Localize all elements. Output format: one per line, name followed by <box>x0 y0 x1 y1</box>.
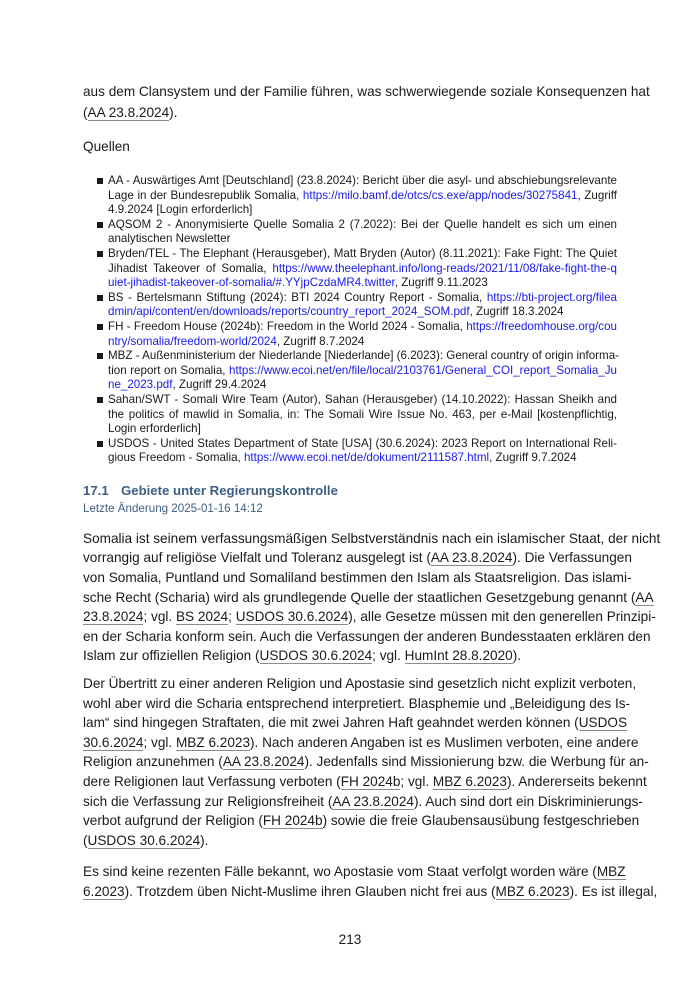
text-line <box>83 529 661 549</box>
text-line <box>83 548 632 568</box>
citation-link[interactable]: MBZ 6.2023 <box>495 883 570 899</box>
text: ( <box>83 105 88 120</box>
bullet-icon <box>97 251 103 257</box>
text: ) sowie die freie Glaubensausübung festgeschrieben <box>322 813 640 829</box>
text: ; vgl. <box>143 734 176 750</box>
bullet-icon <box>97 441 103 447</box>
text: verbot aufgrund der Religion ( <box>83 813 263 829</box>
text-line <box>83 694 631 714</box>
text-line <box>83 792 643 812</box>
bullet-icon <box>97 324 103 330</box>
text: ; vgl. <box>143 609 176 625</box>
text: ; vgl. <box>400 774 433 789</box>
text-line <box>108 349 620 364</box>
text-line <box>108 335 617 350</box>
text: the politics of mawlid in Somalia, in: The Somali Wire Issue No. 463, per e-Mail [kostenpflichtig, <box>108 407 617 421</box>
source-item <box>108 174 617 218</box>
text: sche Recht (Scharia) wird als grundlegende Quelle der staatlichen Gesetzgebung genannt ( <box>83 589 636 605</box>
text-line <box>108 232 617 247</box>
intro-paragraph <box>83 81 650 123</box>
text: ). Nach anderen Angaben ist es Muslimen verboten, eine andere <box>250 734 639 750</box>
text: gious Freedom - Somalia, <box>108 451 244 465</box>
source-item <box>108 291 617 320</box>
citation-link[interactable]: USDOS 30.6.2024 <box>259 648 373 664</box>
source-item <box>108 349 620 393</box>
text-line <box>108 451 617 466</box>
citation-link[interactable]: AA 23.8.2024 <box>332 793 414 809</box>
bullet-icon <box>97 353 103 359</box>
text-line <box>108 408 617 423</box>
citation-link[interactable]: 23.8.2024 <box>83 609 144 625</box>
text: , Zugriff 8.7.2024 <box>276 334 365 348</box>
text: wohl aber wird die Scharia entsprechend interpretiert. Blasphemie und „Beleidigung des Is- <box>83 695 631 711</box>
text: Der Übertritt zu einer anderen Religion und Apostasie sind gesetzlich nicht explizit verboten, <box>83 676 637 692</box>
text-line <box>108 422 617 437</box>
text-line <box>108 189 617 204</box>
text-line <box>83 713 628 733</box>
url-link[interactable]: https://bti-project.org/filea <box>486 290 617 304</box>
text-line <box>83 882 658 902</box>
text-line <box>108 262 617 277</box>
text: AQSOM 2 - Anonymisierte Quelle Somalia 2 (7.2022): Bei der Quelle handelt es sich um einen <box>108 217 617 231</box>
text-line <box>108 174 617 189</box>
text: Es sind keine rezenten Fälle bekannt, wo Apostasie vom Staat verfolgt worden wäre ( <box>83 864 597 880</box>
paragraph <box>83 862 658 901</box>
citation-link[interactable]: 30.6.2024 <box>83 734 144 750</box>
citation-link[interactable]: AA 23.8.2024 <box>430 550 513 566</box>
text: analytischen Newsletter <box>108 232 231 246</box>
text: BS - Bertelsmann Stiftung (2024): BTI 2024 Country Report - Somalia, <box>108 290 487 304</box>
text: ; <box>228 609 236 625</box>
text: , Zugriff 18.3.2024 <box>469 305 564 319</box>
source-item <box>108 393 617 437</box>
text: ). Jedenfalls sind Missionierung bzw. die Werbung für an- <box>304 754 649 770</box>
text: lam“ sind hingegen Straftaten, die mit zwei Jahren Haft geahndet werden können ( <box>83 715 579 731</box>
text-line <box>108 364 617 379</box>
paragraph <box>83 529 661 666</box>
text: sich die Verfassung zur Religionsfreiheit ( <box>83 793 333 809</box>
text: Bryden/TEL - The Elephant (Herausgeber), Matt Bryden (Autor) (8.11.2021): Fake Fight: The Quiet <box>108 246 617 260</box>
text: , Zugriff 29.4.2024 <box>172 378 267 392</box>
paragraph <box>83 674 649 850</box>
text: ). Die Verfassungen <box>512 550 632 566</box>
text-line <box>108 393 617 408</box>
bullet-icon <box>97 222 103 228</box>
text: en der Scharia konform sein. Auch die Verfassungen der anderen Bundesstaaten erklären den <box>83 628 651 644</box>
text: tion report on Somalia, <box>108 363 230 377</box>
sources-list <box>108 174 620 466</box>
text: , Zugriff 9.11.2023 <box>394 276 488 290</box>
url-link[interactable]: https://www.theelephant.info/long-reads/2021/11/08/fake-fight-the-q <box>272 261 617 275</box>
text: AA - Auswärtiges Amt [Deutschland] (23.8.2024): Bericht über die asyl- und abschiebungsrelevante <box>108 174 617 187</box>
text-line <box>108 218 617 233</box>
text-line <box>108 276 617 291</box>
text-line <box>83 607 656 627</box>
text-line <box>83 752 649 772</box>
text: , Zugriff <box>577 188 617 202</box>
text-line <box>108 320 617 335</box>
source-item <box>108 218 617 247</box>
text: ). <box>169 105 178 120</box>
text: ). <box>512 648 522 664</box>
text: Lage in der Bundesrepublik Somalia, <box>108 188 303 202</box>
section-number: 17.1 <box>83 482 109 498</box>
text: von Somalia, Puntland und Somaliland bestimmen den Islam als Staatsreligion. Das islami- <box>83 570 632 586</box>
text: USDOS - United States Department of State [USA] (30.6.2024): 2023 Report on International Reli- <box>108 436 617 450</box>
text-line <box>108 247 617 262</box>
source-item <box>108 247 617 291</box>
text-line <box>83 811 640 831</box>
source-item <box>108 320 617 349</box>
url-link[interactable]: https://freedomhouse.org/cou <box>466 319 617 333</box>
text: Islam zur offiziellen Religion ( <box>83 648 260 664</box>
text-line <box>83 674 637 694</box>
text-line <box>108 203 617 218</box>
citation-link[interactable]: BS 2024 <box>175 609 229 625</box>
last-changed: Letzte Änderung 2025-01-16 14:12 <box>83 501 263 515</box>
text: Sahan/SWT - Somali Wire Team (Autor), Sahan (Herausgeber) (14.10.2022): Hassan Sheikh and <box>108 392 617 406</box>
text: ). <box>200 832 209 848</box>
text: aus dem Clansystem und der Familie führen, was schwerwiegende soziale Konsequenzen hat <box>83 84 650 99</box>
text: Login erforderlich] <box>108 422 201 436</box>
text: ; vgl. <box>372 648 405 664</box>
section-title: Gebiete unter Regierungskontrolle <box>121 482 338 498</box>
citation-link[interactable]: USDOS 30.6.2024 <box>235 609 349 625</box>
text: ( <box>83 832 88 848</box>
text: 4.9.2024 [Login erforderlich] <box>108 203 253 217</box>
text-line <box>108 305 617 320</box>
bullet-icon <box>97 397 103 403</box>
text: MBZ - Außenministerium der Niederlande [Niederlande] (6.2023): General country of origin informa- <box>108 349 620 363</box>
citation-link[interactable]: MBZ <box>596 864 626 880</box>
url-link[interactable]: https://www.ecoi.net/de/dokument/2111587.html <box>243 451 490 465</box>
citation-link[interactable]: FH 2024b <box>262 813 323 829</box>
text-line <box>108 378 617 393</box>
text: Jihadist Takeover of Somalia, <box>108 261 273 275</box>
url-link[interactable]: ne_2023.pdf <box>108 378 173 392</box>
citation-link[interactable]: HumInt 28.8.2020 <box>404 648 513 664</box>
citation-link[interactable]: AA <box>635 589 654 605</box>
text-line <box>83 568 632 588</box>
text-line <box>108 437 617 452</box>
text: FH - Freedom House (2024b): Freedom in the World 2024 - Somalia, <box>108 319 467 333</box>
citation-link[interactable]: MBZ 6.2023 <box>175 734 251 750</box>
url-link[interactable]: dmin/api/content/en/downloads/reports/country_report_2024_SOM.pdf <box>108 305 470 319</box>
text: ). Auch sind dort ein Diskriminierungs- <box>413 793 643 809</box>
text: Religion anzunehmen ( <box>83 754 223 770</box>
text-line <box>83 588 654 608</box>
page-number: 213 <box>338 931 362 947</box>
url-link[interactable]: https://milo.bamf.de/otcs/cs.exe/app/nodes/30275841 <box>302 188 578 202</box>
text: ). Trotzdem üben Nicht-Muslime ihren Glauben nicht frei aus ( <box>124 883 496 899</box>
text-line <box>83 81 650 102</box>
text-line <box>83 627 651 647</box>
citation-link[interactable]: USDOS <box>578 715 628 731</box>
text: vorrangig auf religiöse Vielfalt und Toleranz ausgelegt ist ( <box>83 550 431 566</box>
text-line <box>83 772 647 792</box>
url-link[interactable]: https://www.ecoi.net/en/file/local/2103761/General_COI_report_Somalia_Ju <box>229 363 617 377</box>
citation-link[interactable]: AA 23.8.2024 <box>222 754 305 770</box>
citation-link[interactable]: FH 2024b <box>340 774 401 789</box>
url-link[interactable]: uiet-jihadist-takeover-of-somalia/#.YYjpCzdaMR4.twitter <box>108 276 395 290</box>
text: Somalia ist seinem verfassungsmäßigen Selbstverständnis nach ein islamischer Staat, der nicht <box>83 530 661 546</box>
text-line <box>83 733 639 753</box>
citation-link[interactable]: 6.2023 <box>83 883 125 899</box>
source-item <box>108 437 617 466</box>
bullet-icon <box>97 178 103 184</box>
citation-link[interactable]: MBZ 6.2023 <box>432 774 507 789</box>
text: ), alle Gesetze müssen mit den generellen Prinzipi- <box>348 609 656 625</box>
bullet-icon <box>97 295 103 301</box>
text-line <box>83 102 617 123</box>
text-line <box>83 831 617 851</box>
text: , Zugriff 9.7.2024 <box>489 451 577 465</box>
text-line <box>83 862 626 882</box>
text-line <box>83 646 617 666</box>
text: dere Religionen laut Verfassung verboten ( <box>83 774 341 789</box>
text: ). Es ist illegal, <box>569 883 658 899</box>
citation-link[interactable]: USDOS 30.6.2024 <box>87 832 201 848</box>
sources-label: Quellen <box>83 139 130 154</box>
text-line <box>108 291 617 306</box>
text: ). Andererseits bekennt <box>506 774 647 789</box>
citation-link[interactable]: AA 23.8.2024 <box>87 105 170 120</box>
section-heading <box>83 482 617 500</box>
url-link[interactable]: ntry/somalia/freedom-world/2024 <box>108 334 277 348</box>
